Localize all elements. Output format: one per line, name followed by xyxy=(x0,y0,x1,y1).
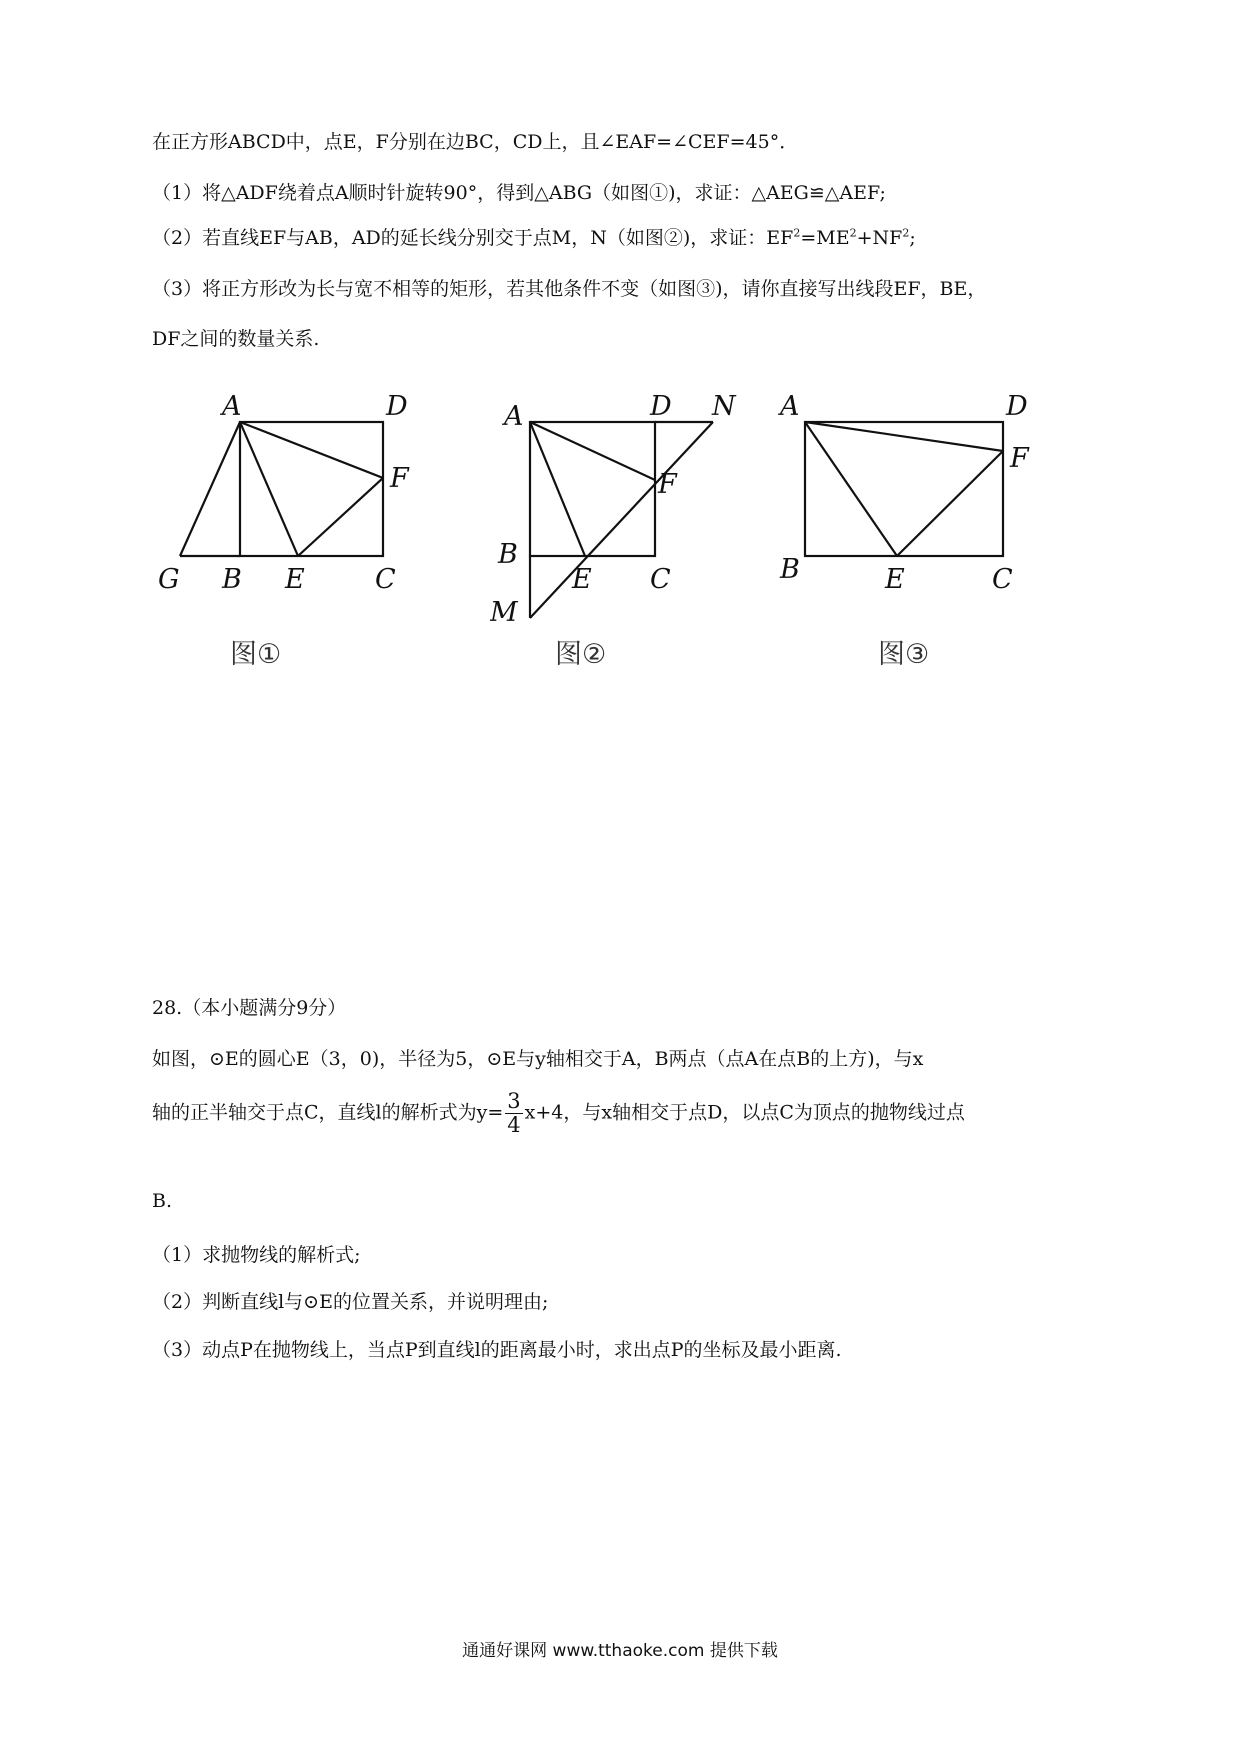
problem27-intro: 在正方形ABCD中，点E，F分别在边BC，CD上，且∠EAF=∠CEF=45°． xyxy=(152,131,799,153)
problem28-line-2 xyxy=(152,1090,965,1137)
fraction-numerator: 3 xyxy=(507,1089,521,1113)
label-m: M xyxy=(490,597,518,625)
q2-exponent: 2 xyxy=(902,226,910,240)
q2-exponent: 2 xyxy=(793,226,801,240)
problem27-question-2 xyxy=(152,223,916,250)
label-f: F xyxy=(1010,443,1029,474)
figure-3 xyxy=(770,385,1050,599)
label-b: B xyxy=(222,564,242,595)
label-g: G xyxy=(158,564,180,595)
q2-mid2: +NF xyxy=(856,227,903,249)
fraction-denominator: 4 xyxy=(507,1113,521,1138)
fraction-three-quarters xyxy=(505,1090,522,1137)
label-f: F xyxy=(658,469,677,500)
label-b: B xyxy=(498,539,518,570)
problem28-heading: 28.（本小题满分9分） xyxy=(152,997,347,1019)
label-c: C xyxy=(650,564,671,595)
label-e: E xyxy=(572,564,592,595)
label-n: N xyxy=(712,391,736,422)
label-a: A xyxy=(780,391,800,422)
problem28-question-3: （3）动点P在抛物线上，当点P到直线l的距离最小时，求出点P的坐标及最小距离. xyxy=(152,1339,842,1361)
label-a: A xyxy=(222,391,242,422)
problem28-question-2: （2）判断直线l与⊙E的位置关系，并说明理由; xyxy=(152,1291,549,1313)
figure-1 xyxy=(150,385,430,599)
q2-exponent: 2 xyxy=(849,226,857,240)
square-abcd xyxy=(240,422,383,556)
problem28-line-3: B. xyxy=(152,1190,173,1212)
page-footer: 通通好课网 www.tthaoke.com 提供下载 xyxy=(462,1641,778,1661)
label-e: E xyxy=(885,564,905,595)
line2-suffix: x+4，与x轴相交于点D，以点C为顶点的抛物线过点 xyxy=(524,1101,965,1124)
problem28-line-1: 如图，⊙E的圆心E（3，0)，半径为5，⊙E与y轴相交于A，B两点（点A在点B的上方)，与x xyxy=(152,1048,924,1070)
rectangle-abcd xyxy=(805,422,1003,556)
figure-3-caption: 图③ xyxy=(878,639,930,670)
figure-2-diagram xyxy=(490,385,750,625)
figure-1-diagram xyxy=(150,385,430,595)
label-a: A xyxy=(504,401,524,432)
label-d: D xyxy=(386,391,408,422)
problem27-question-3-cont: DF之间的数量关系. xyxy=(152,328,320,350)
label-d: D xyxy=(650,391,672,422)
q2-end: ; xyxy=(909,227,916,249)
square-abcd xyxy=(530,422,655,556)
figure-2 xyxy=(490,385,750,629)
problem27-question-1: （1）将△ADF绕着点A顺时针旋转90°，得到△ABG（如图①)，求证：△AEG≌△AEF; xyxy=(152,182,886,204)
figure-2-caption: 图② xyxy=(555,639,607,670)
label-d: D xyxy=(1006,391,1028,422)
label-b: B xyxy=(780,554,800,585)
problem28-question-1: （1）求抛物线的解析式; xyxy=(152,1244,361,1266)
problem27-question-3: （3）将正方形改为长与宽不相等的矩形，若其他条件不变（如图③)，请你直接写出线段EF，BE， xyxy=(152,278,987,300)
label-e: E xyxy=(285,564,305,595)
figure-1-caption: 图① xyxy=(230,639,282,670)
label-f: F xyxy=(390,463,409,494)
figure-3-diagram xyxy=(770,385,1050,595)
label-c: C xyxy=(375,564,396,595)
line2-prefix: 轴的正半轴交于点C，直线l的解析式为y= xyxy=(152,1101,504,1124)
q2-prefix: （2）若直线EF与AB，AD的延长线分别交于点M，N（如图②)，求证：EF xyxy=(152,227,794,249)
label-c: C xyxy=(992,564,1013,595)
q2-mid1: =ME xyxy=(800,227,850,249)
